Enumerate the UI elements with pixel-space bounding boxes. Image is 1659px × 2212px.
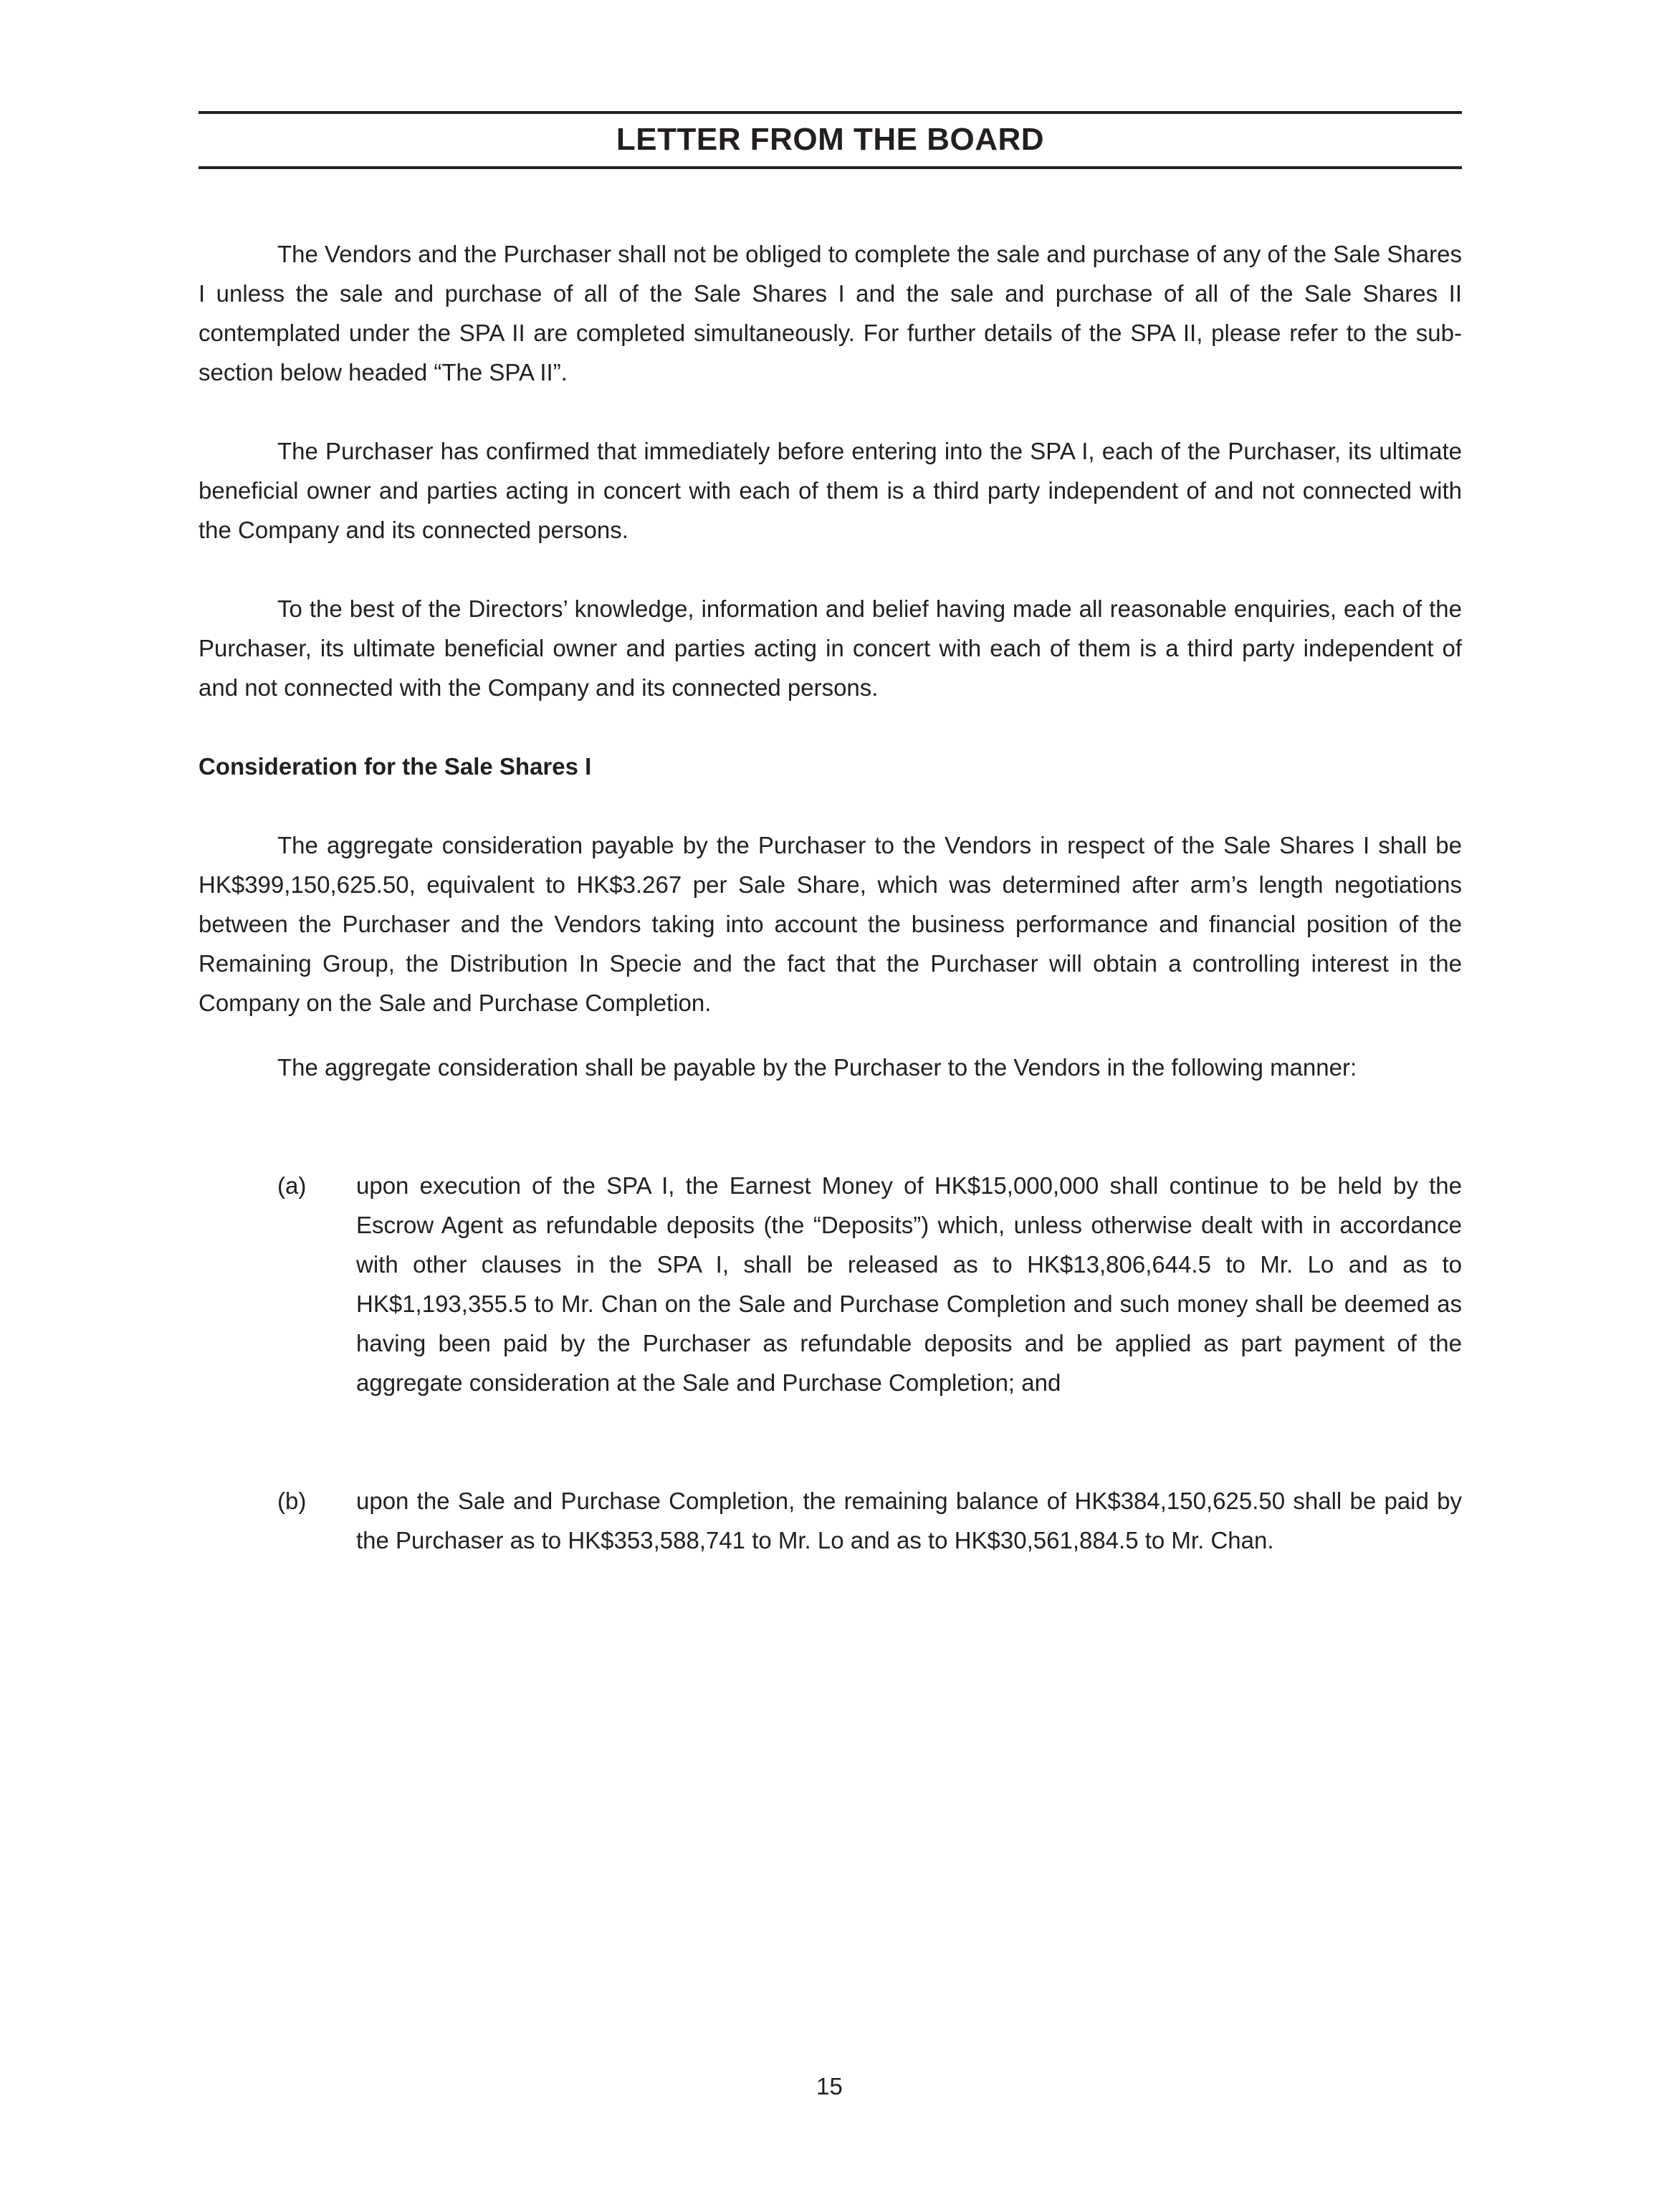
header-top-rule <box>199 111 1462 114</box>
paragraph-purchaser-independence: The Purchaser has confirmed that immediately before entering into the SPA I, each of the Purchaser, its ultimate beneficial owner and parties acting in concert with each of them is a third party independent of and not connected with the Company and its connected persons. <box>199 438 1462 543</box>
list-item-b <box>277 1481 1462 1560</box>
paragraph-payment-manner: The aggregate consideration shall be payable by the Purchaser to the Vendors in the following manner: <box>277 1054 1357 1081</box>
section-heading: Consideration for the Sale Shares I <box>199 753 592 780</box>
paragraph-completion-condition: The Vendors and the Purchaser shall not be obliged to complete the sale and purchase of any of the Sale Shares I unless the sale and purchase of all of the Sale Shares I and the sale and purchase of all of the Sale Shares II contemplated under the SPA II are completed simultaneously. For further details of the SPA II, please refer to the sub-section below headed “The SPA II”. <box>199 241 1462 386</box>
list-item-label: (a) <box>277 1172 307 1199</box>
list-item-text: upon execution of the SPA I, the Earnest Money of HK$15,000,000 shall continue to be held by the Escrow Agent as refundable deposits (the “Deposits”) which, unless otherwise dealt with in accordance with other clauses in the SPA I, shall be released as to HK$13,806,644.5 to Mr. Lo and as to HK$1,193,355.5 to Mr. Chan on the Sale and Purchase Completion and such money shall be deemed as having been paid by the Purchaser as refundable deposits and be applied as part payment of the aggregate consideration at the Sale and Purchase Completion; and <box>356 1172 1462 1396</box>
paragraph-directors-knowledge: To the best of the Directors’ knowledge, information and belief having made all reasonable enquiries, each of the Purchaser, its ultimate beneficial owner and parties acting in concert with each of them is a third party independent of and not connected with the Company and its connected persons. <box>199 595 1462 701</box>
page-title: LETTER FROM THE BOARD <box>616 122 1045 157</box>
page-number: 15 <box>816 2073 843 2100</box>
paragraph-aggregate-consideration: The aggregate consideration payable by the Purchaser to the Vendors in respect of the Sale Shares I shall be HK$399,150,625.50, equivalent to HK$3.267 per Sale Share, which was determined after arm’s length negotiations between the Purchaser and the Vendors taking into account the business performance and financial position of the Remaining Group, the Distribution In Specie and the fact that the Purchaser will obtain a controlling interest in the Company on the Sale and Purchase Completion. <box>199 832 1462 1016</box>
header-bottom-rule <box>199 166 1462 169</box>
list-item-text: upon the Sale and Purchase Completion, the remaining balance of HK$384,150,625.50 shall be paid by the Purchaser as to HK$353,588,741 to Mr. Lo and as to HK$30,561,884.5 to Mr. Chan. <box>356 1488 1462 1553</box>
list-item-a <box>277 1166 1462 1402</box>
list-item-label: (b) <box>277 1488 307 1514</box>
